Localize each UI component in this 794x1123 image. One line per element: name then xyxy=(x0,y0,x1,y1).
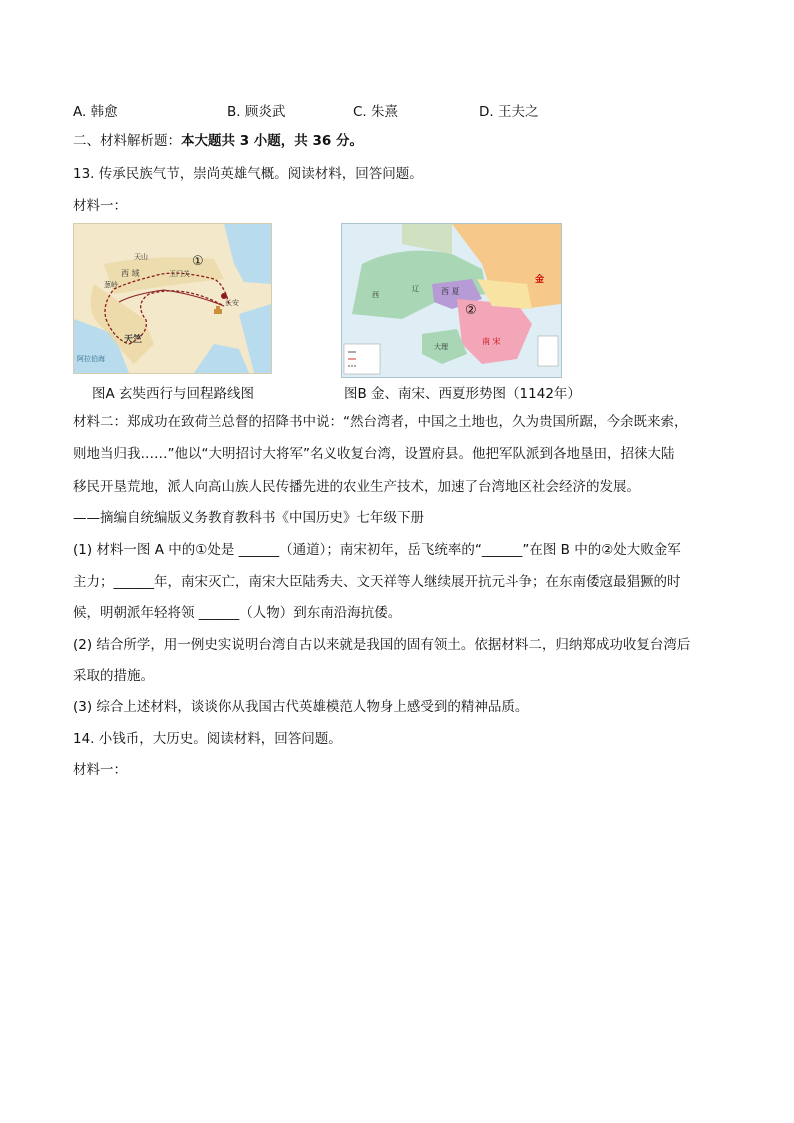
map-b-caption: 图B 金、南宋、西夏形势图（1142年） xyxy=(344,386,581,402)
map-a-label-xiyu: 西 域 xyxy=(121,269,140,278)
map-b-marker-2: ② xyxy=(465,303,477,318)
map-b-jin-song-xixia xyxy=(341,223,562,378)
option-b: B. 顾炎武 xyxy=(227,104,286,120)
map-b-label-xi: 西 xyxy=(372,291,379,299)
map-b-label-dali: 大理 xyxy=(434,343,448,351)
map-a-label-congling: 葱岭 xyxy=(104,281,118,289)
map-a-marker-1: ① xyxy=(192,254,204,269)
map-b-label-nansong: 南 宋 xyxy=(482,337,501,346)
material2-line-1: 材料二：郑成功在致荷兰总督的招降书中说：“然台湾者，中国之土地也，久为贵国所踞，今余既来索， xyxy=(73,414,688,430)
q14-material1-label: 材料一： xyxy=(73,762,127,778)
option-d: D. 王夫之 xyxy=(479,104,539,120)
question2-line-1: (2) 结合所学，用一例史实说明台湾自古以来就是我国的固有领土。依据材料二，归纳郑成功收复台湾后 xyxy=(73,637,691,653)
section-heading-prefix: 二、材料解析题： xyxy=(73,133,181,149)
map-a-label-changan: 长安 xyxy=(225,299,239,307)
question2-line-2: 采取的措施。 xyxy=(73,668,154,684)
q13-intro: 13. 传承民族气节，崇尚英雄气概。阅读材料，回答问题。 xyxy=(73,166,423,182)
map-a-caption: 图A 玄奘西行与回程路线图 xyxy=(92,386,255,402)
question3: (3) 综合上述材料，谈谈你从我国古代英雄模范人物身上感受到的精神品质。 xyxy=(73,699,529,715)
map-b-label-xixia: 西 夏 xyxy=(441,287,460,296)
map-a-label-sea: 阿拉伯海 xyxy=(77,355,105,363)
material2-source: ——摘编自统编版义务教育教科书《中国历史》七年级下册 xyxy=(73,510,424,526)
option-c: C. 朱熹 xyxy=(353,104,399,120)
section-heading xyxy=(73,131,363,151)
question1-line-3: 候，明朝派年轻将领 ______（人物）到东南沿海抗倭。 xyxy=(73,605,402,621)
material2-line-3: 移民开垦荒地，派人向高山族人民传播先进的农业生产技术，加速了台湾地区社会经济的发展。 xyxy=(73,479,640,495)
map-a-label-tianzhu: 天竺 xyxy=(124,335,143,345)
map-a-label-yumenguan: 玉门关 xyxy=(169,270,190,278)
option-a: A. 韩愈 xyxy=(73,104,118,120)
section-heading-detail: 本大题共 3 小题，共 36 分。 xyxy=(181,133,363,149)
q14-intro: 14. 小钱币，大历史。阅读材料，回答问题。 xyxy=(73,731,342,747)
question1-line-1: (1) 材料一图 A 中的①处是 ______（通道）；南宋初年，岳飞统率的“______”在图 B 中的②处大败金军 xyxy=(73,542,681,558)
q13-material1-label: 材料一： xyxy=(73,198,127,214)
map-a-label-tianshan: 天山 xyxy=(134,253,148,261)
material2-line-2: 则地当归我……”他以“大明招讨大将军”名义收复台湾，设置府县。他把军队派到各地垦田，招徕大陆 xyxy=(73,446,675,462)
map-b-label-liao: 辽 xyxy=(412,285,419,293)
map-b-label-jin: 金 xyxy=(535,275,545,285)
map-a-xuanzang-route xyxy=(73,223,272,374)
question1-line-2: 主力；______年，南宋灭亡，南宋大臣陆秀夫、文天祥等人继续展开抗元斗争；在东南倭寇最猖獗的时 xyxy=(73,574,681,590)
